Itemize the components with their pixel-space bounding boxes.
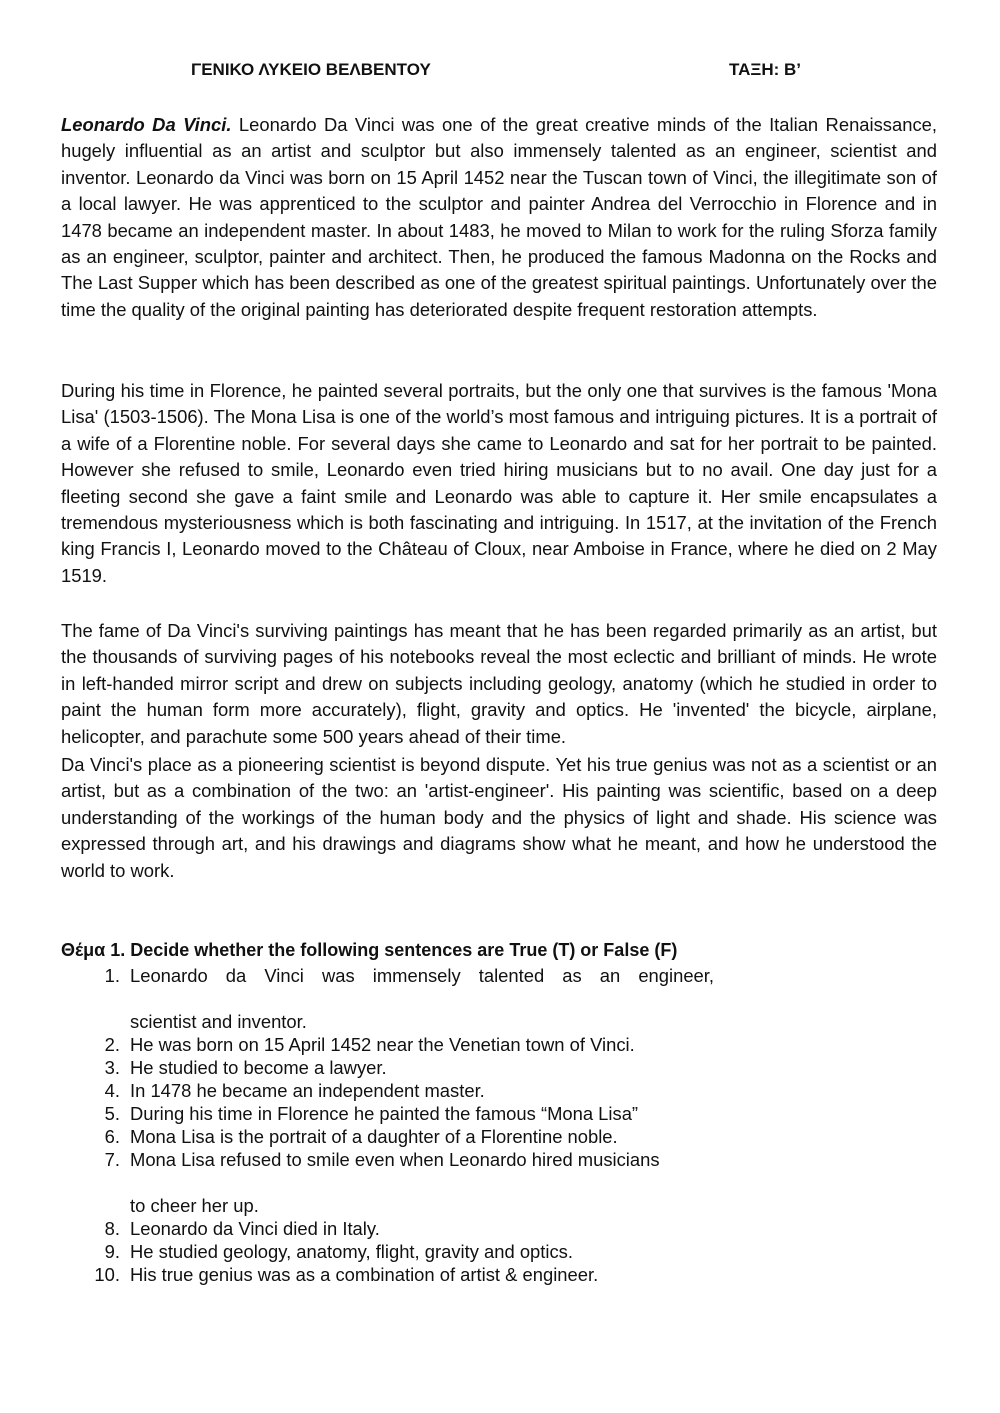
item-text: During his time in Florence he painted the famous “Mona Lisa” [130, 1103, 639, 1124]
item-text: He was born on 15 April 1452 near the Venetian town of Vinci. [130, 1034, 635, 1055]
passage-paragraph-1 [61, 112, 937, 323]
item-number: 9. [104, 1241, 120, 1262]
item-number: 3. [104, 1057, 120, 1078]
item-text-continued: scientist and inventor. [130, 1011, 307, 1032]
item-number: 8. [104, 1218, 120, 1239]
item-text: Leonardo da Vinci died in Italy. [130, 1218, 380, 1239]
list-item [61, 1102, 937, 1125]
item-text: Mona Lisa refused to smile even when Leonardo hired musicians [130, 1149, 660, 1170]
passage-paragraph-3: The fame of Da Vinci's surviving paintings has meant that he has been regarded primarily as an artist, but the thousands of surviving pages of his notebooks reveal the most eclectic and brilliant of minds. He wrote in left-handed mirror script and drew on subjects including geology, anatomy (which he studied in order to paint the human form more accurately), flight, gravity and optics. He 'invented' the bicycle, airplane, helicopter, and parachute some 500 years ahead of their time. [61, 620, 937, 747]
item-number: 7. [104, 1149, 120, 1170]
header [61, 60, 937, 84]
list-item [61, 1240, 937, 1263]
list-item [61, 1056, 937, 1079]
item-text: He studied geology, anatomy, flight, gravity and optics. [130, 1241, 573, 1262]
passage-paragraph-4: Da Vinci's place as a pioneering scientist is beyond dispute. Yet his true genius was not as a scientist or an artist, but as a combination of the two: an 'artist-engineer'. His painting was scientific, based on a deep understanding of the workings of the human body and the physics of light and shade. His science was expressed through art, and his drawings and diagrams show what he meant, and how he understood the world to work. [61, 754, 937, 881]
list-item [61, 1079, 937, 1102]
passage-paragraph-1-text: Leonardo Da Vinci was one of the great creative minds of the Italian Renaissance, hugely influential as an artist and sculptor but also immensely talented as an engineer, scientist and inventor. Leonardo da Vinci was born on 15 April 1452 near the Tuscan town of Vinci, the illegitimate son of a local lawyer. He was apprenticed to the sculptor and painter Andrea del Verrocchio in Florence and in 1478 became an independent master. In about 1483, he moved to Milan to work for the ruling Sforza family as an engineer, sculptor, painter and architect. Then, he produced the famous Madonna on the Rocks and The Last Supper which has been described as one of the greatest spiritual paintings. Unfortunately over the time the quality of the original painting has deteriorated despite frequent restoration attempts. [61, 114, 937, 320]
item-text: In 1478 he became an independent master. [130, 1080, 485, 1101]
passage-title: Leonardo Da Vinci. [61, 114, 232, 135]
true-false-list [61, 964, 937, 1286]
passage-paragraph-2: During his time in Florence, he painted several portraits, but the only one that survives is the famous 'Mona Lisa' (1503-1506). The Mona Lisa is one of the world’s most famous and intriguing pictures. It is a portrait of a wife of a Florentine noble. For several days she came to Leonardo and sat for her portrait to be painted. However she refused to smile, Leonardo even tried hiring musicians but to no avail. One day just for a fleeting second she gave a faint smile and Leonardo was able to capture it. Her smile encapsulates a tremendous mysteriousness which is both fascinating and intriguing. In 1517, at the invitation of the French king Francis I, Leonardo moved to the Château of Cloux, near Amboise in France, where he died on 2 May 1519. [61, 380, 937, 586]
list-item [61, 964, 937, 1033]
item-text: He studied to become a lawyer. [130, 1057, 387, 1078]
class-label: ΤΑΞΗ: Β’ [729, 60, 802, 79]
task-title: Θέμα 1. Decide whether the following sentences are True (T) or False (F) [61, 940, 678, 960]
item-text-continued: to cheer her up. [130, 1195, 259, 1216]
list-item [61, 1217, 937, 1240]
item-number: 10. [94, 1264, 120, 1285]
item-number: 1. [104, 965, 120, 986]
list-item [61, 1033, 937, 1056]
item-number: 2. [104, 1034, 120, 1055]
item-text: Mona Lisa is the portrait of a daughter of a Florentine noble. [130, 1126, 618, 1147]
item-number: 5. [104, 1103, 120, 1124]
item-number: 6. [104, 1126, 120, 1147]
list-item [61, 1148, 937, 1217]
list-item [61, 1125, 937, 1148]
list-item [61, 1263, 937, 1286]
item-number: 4. [104, 1080, 120, 1101]
school-name: ΓΕΝΙΚΟ ΛΥΚΕΙΟ ΒΕΛΒΕΝΤΟΥ [191, 60, 431, 79]
item-text: Leonardo da Vinci was immensely talented as an engineer, [130, 965, 714, 986]
item-text: His true genius was as a combination of artist & engineer. [130, 1264, 599, 1285]
